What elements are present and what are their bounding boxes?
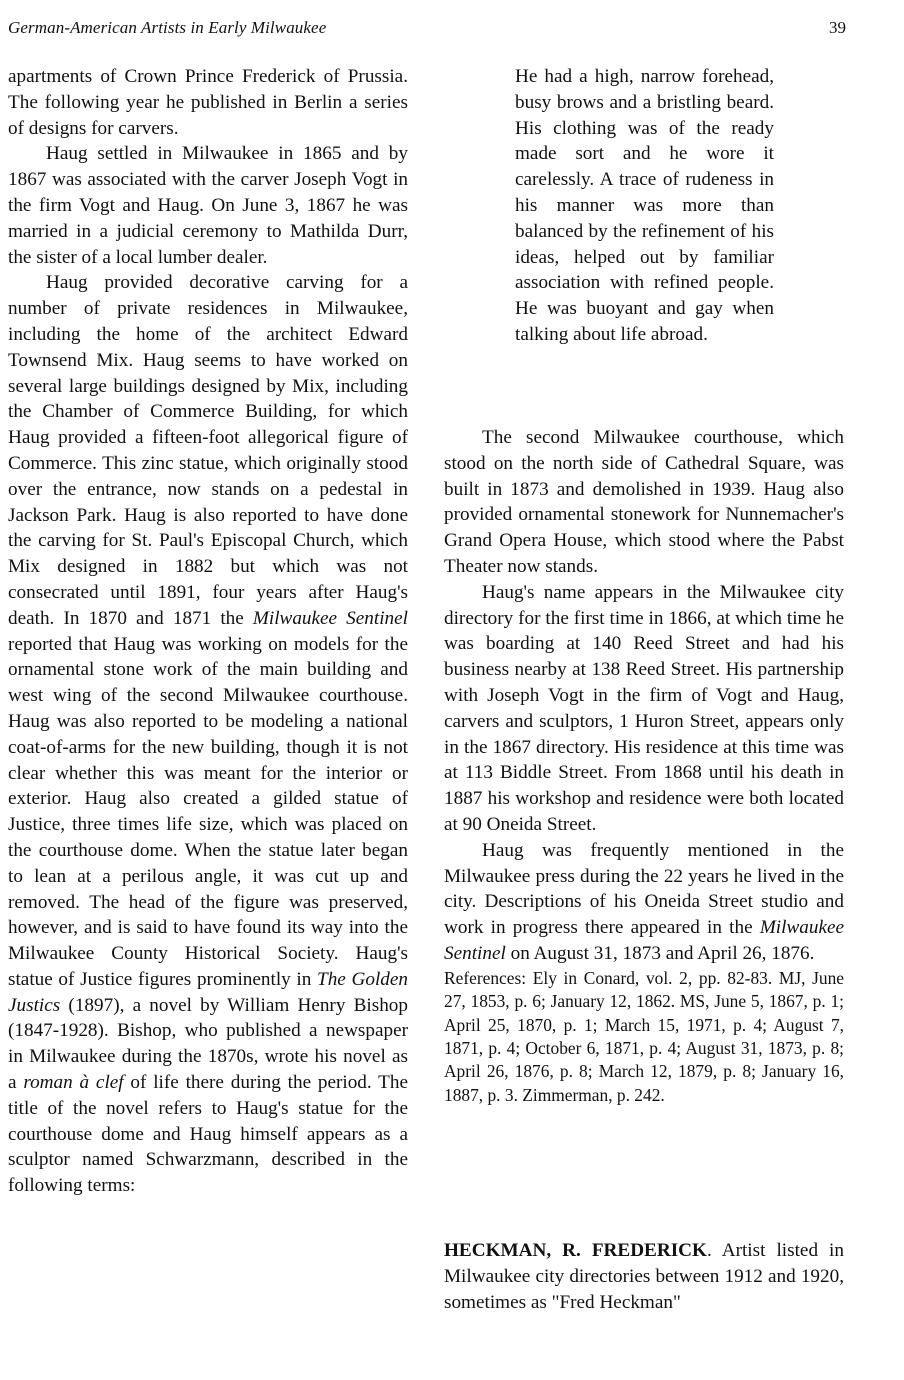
artist-entry: [444, 1238, 844, 1315]
block-quote-text: He had a high, narrow forehead, busy brows and a bristling beard. His clothing was of the ready made sort and he wore it carelessly. A trace of rudeness in his manner was more than balanced by the refinement of his ideas, helped out by familiar association with refined people. He was buoyant and gay when talking about life abroad.: [515, 66, 774, 345]
left-paragraph-3: [8, 270, 408, 1199]
left-paragraph-1: apartments of Crown Prince Frederick of Prussia. The following year he published in Berlin a series of designs for carvers.: [8, 66, 408, 139]
left-paragraph-3-text-c: (1897), a novel by William Henry Bishop (1847-1928). Bishop, who published a newspaper in Milwaukee during the 1870s, wrote his novel as a: [8, 994, 408, 1094]
newspaper-title-milwaukee-sentinel: Milwaukee Sentinel: [252, 607, 408, 629]
block-quote: [515, 64, 774, 348]
term-roman-a-clef: roman à clef: [23, 1072, 124, 1094]
right-paragraph-2: Haug's name appears in the Milwaukee city directory for the first time in 1866, at which time he was boarding at 140 Reed Street and had his business nearby at 138 Reed Street. His partnership with Joseph Vogt in the firm of Vogt and Haug, carvers and sculptors, 1 Huron Street, appears only in the 1867 directory. His residence at this time was at 113 Biddle Street. From 1868 until his death in 1887 his workshop and residence were both located at 90 Oneida Street.: [444, 581, 844, 835]
novel-title-golden-justics: The Golden Justics: [8, 968, 408, 1016]
left-paragraph-3-text-b: reported that Haug was working on models for the ornamental stone work of the main building and west wing of the second Milwaukee courthouse. Haug was also reported to be modeling a national coat-of-arms for the new building, though it is not clear whether this was meant for the interior or exterior. Haug also created a gilded statue of Justice, three times life size, which was placed on the courthouse dome. When the statue later began to lean at a perilous angle, it was cut up and removed. The head of the figure was preserved, however, and is said to have found its way into the Milwaukee County Historical Society. Haug's statue of Justice figures prominently in: [8, 633, 408, 990]
left-paragraph-2: Haug settled in Milwaukee in 1865 and by 1867 was associated with the carver Joseph Vogt in the firm Vogt and Haug. On June 3, 1867 he was married in a judicial ceremony to Mathilda Durr, the sister of a local lumber dealer.: [8, 143, 408, 268]
right-paragraph-1: The second Milwaukee courthouse, which stood on the north side of Cathedral Square, was built in 1873 and demolished in 1939. Haug also provided ornamental stonework for Nunnemacher's Grand Opera House, which stood where the Pabst Theater now stands.: [444, 427, 844, 577]
left-paragraph-3-text-d: of life there during the period. The title of the novel refers to Haug's statue for the courthouse dome and Haug himself appears as a sculptor named Schwarzmann, described in the following terms:: [8, 1072, 408, 1197]
right-paragraph-3-text-b: on August 31, 1873 and April 26, 1876.: [505, 942, 815, 964]
left-paragraph-3-text-a: Haug provided decorative carving for a number of private residences in Milwaukee, including the home of the architect Edward Townsend Mix. Haug seems to have worked on several large buildings designed by Mix, including the Chamber of Commerce Building, for which Haug provided a fifteen-foot allegorical figure of Commerce. This zinc statue, which originally stood over the entrance, now stands on a pedestal in Jackson Park. Haug is also reported to have done the carving for St. Paul's Episcopal Church, which Mix designed in 1882 but which was not consecrated until 1891, four years after Haug's death. In 1870 and 1871 the: [8, 272, 408, 629]
right-paragraph-3-text-a: Haug was frequently mentioned in the Milwaukee press during the 22 years he lived in the city. Descriptions of his Oneida Street studio and work in progress there appeared in the: [444, 839, 844, 939]
left-column: [8, 64, 408, 1199]
newspaper-title-milwaukee-sentinel-2: Milwaukee Sentinel: [444, 917, 844, 964]
references: References: Ely in Conard, vol. 2, pp. 82-83. MJ, June 27, 1853, p. 6; January 12, 1862. MS, June 5, 1867, p. 1; April 25, 1870, p. 1; March 15, 1971, p. 4; August 7, 1871, p. 4; October 6, 1871, p. 4; August 31, 1873, p. 8; April 26, 1876, p. 8; March 12, 1879, p. 8; January 16, 1887, p. 3. Zimmerman, p. 242.: [444, 967, 844, 1105]
page-number: 39: [829, 18, 846, 37]
right-column: [444, 425, 844, 1107]
running-title: German-American Artists in Early Milwaukee: [8, 18, 327, 37]
entry-text: . Artist listed in Milwaukee city directories between 1912 and 1920, sometimes as "Fred Heckman": [444, 1240, 844, 1313]
right-paragraph-3: [444, 838, 844, 967]
entry-heading: HECKMAN, R. FREDERICK: [444, 1240, 707, 1261]
